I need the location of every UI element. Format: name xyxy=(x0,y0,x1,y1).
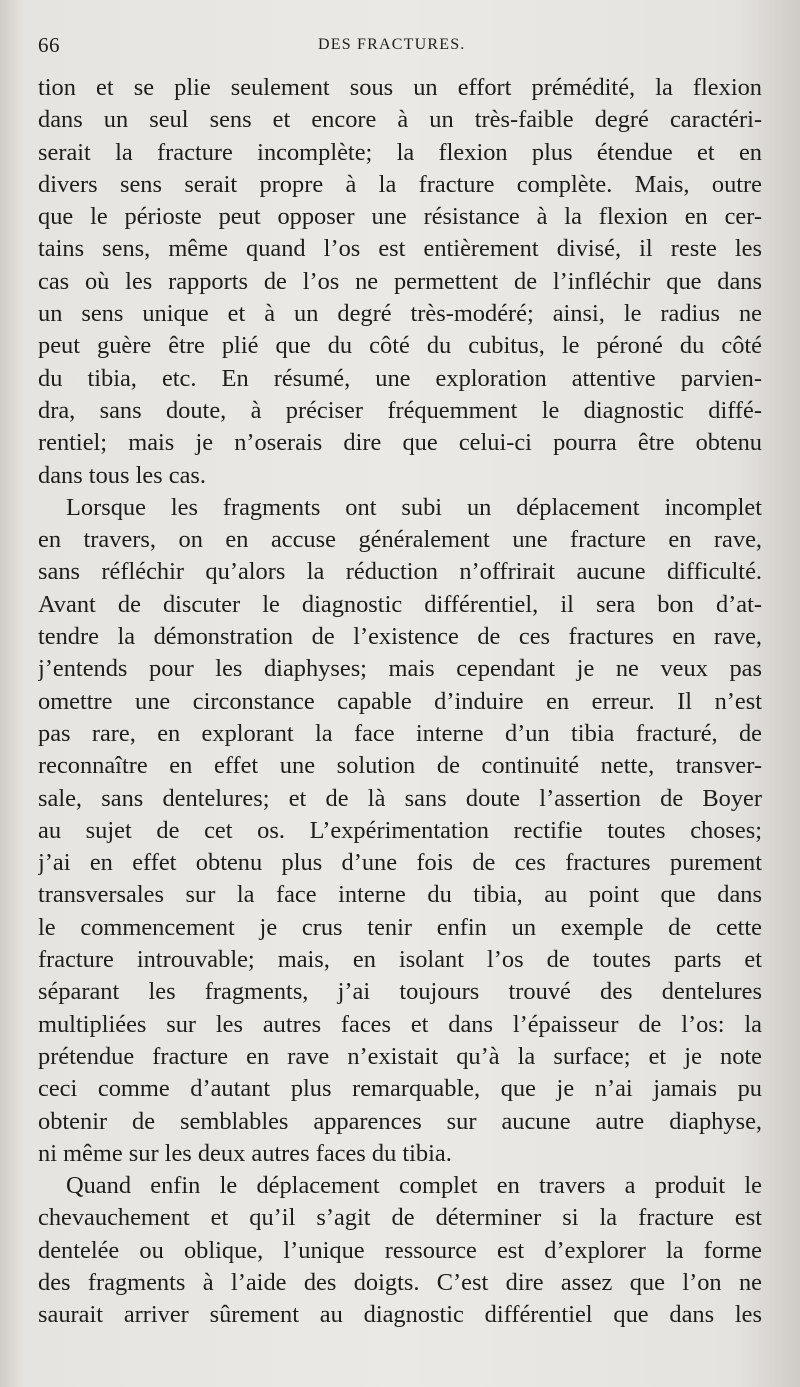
text-line: Avant de discuter le diagnostic différentiel, il sera bon d’at- xyxy=(38,590,762,618)
text-line: serait la fracture incomplète; la flexion plus étendue et en xyxy=(38,138,762,166)
text-line: au sujet de cet os. L’expérimentation rectifie toutes choses; xyxy=(38,816,762,844)
text-line: Quand enfin le déplacement complet en travers a produit le xyxy=(66,1172,762,1200)
text-line: le commencement je crus tenir enfin un exemple de cette xyxy=(38,913,762,941)
running-title: DES FRACTURES. xyxy=(318,36,466,53)
text-line: j’ai en effet obtenu plus d’une fois de ces fractures purement xyxy=(38,849,762,877)
text-line: saurait arriver sûrement au diagnostic différentiel que dans les xyxy=(38,1301,762,1329)
paragraph-3 xyxy=(38,1170,762,1331)
text-line: transversales sur la face interne du tibia, au point que dans xyxy=(38,881,762,909)
text-line: en travers, on en accuse généralement une fracture en rave, xyxy=(38,526,762,554)
body-text xyxy=(38,72,762,1332)
text-line: obtenir de semblables apparences sur aucune autre diaphyse, xyxy=(38,1107,762,1135)
text-line: fracture introuvable; mais, en isolant l’os de toutes parts et xyxy=(38,946,762,974)
paragraph-1 xyxy=(38,72,762,492)
text-line: sale, sans dentelures; et de là sans doute l’assertion de Boyer xyxy=(38,784,762,812)
text-line: séparant les fragments, j’ai toujours trouvé des dentelures xyxy=(38,978,762,1006)
paragraph-2 xyxy=(38,492,762,1170)
text-line: j’entends pour les diaphyses; mais cependant je ne veux pas xyxy=(38,655,762,683)
text-line: Lorsque les fragments ont subi un déplacement incomplet xyxy=(66,493,762,521)
text-line: divers sens serait propre à la fracture complète. Mais, outre xyxy=(38,170,762,198)
text-line: rentiel; mais je n’oserais dire que celui-ci pourra être obtenu xyxy=(38,429,762,457)
text-line: dans un seul sens et encore à un très-faible degré caractéri- xyxy=(38,106,762,134)
text-line: des fragments à l’aide des doigts. C’est dire assez que l’on ne xyxy=(38,1268,762,1296)
text-line: omettre une circonstance capable d’induire en erreur. Il n’est xyxy=(38,687,762,715)
text-line: tendre la démonstration de l’existence de ces fractures en rave, xyxy=(38,623,762,651)
text-line: tains sens, même quand l’os est entièrement divisé, il reste les xyxy=(38,235,762,263)
text-line: sans réfléchir qu’alors la réduction n’offrirait aucune difficulté. xyxy=(38,558,762,586)
text-line: chevauchement et qu’il s’agit de déterminer si la fracture est xyxy=(38,1204,762,1232)
text-line: reconnaître en effet une solution de continuité nette, transver- xyxy=(38,752,762,780)
page-number: 66 xyxy=(38,33,60,57)
text-line: ni même sur les deux autres faces du tibia. xyxy=(38,1139,452,1167)
text-line: multipliées sur les autres faces et dans l’épaisseur de l’os: la xyxy=(38,1010,762,1038)
text-line: dentelée ou oblique, l’unique ressource est d’explorer la forme xyxy=(38,1236,762,1264)
text-line: que le périoste peut opposer une résistance à la flexion en cer- xyxy=(38,203,762,231)
text-line: du tibia, etc. En résumé, une exploration attentive parvien- xyxy=(38,364,762,392)
text-line: ceci comme d’autant plus remarquable, que je n’ai jamais pu xyxy=(38,1075,762,1103)
text-line: peut guère être plié que du côté du cubitus, le péroné du côté xyxy=(38,332,762,360)
text-line: cas où les rapports de l’os ne permettent de l’infléchir que dans xyxy=(38,267,762,295)
running-head xyxy=(38,30,764,60)
text-line: un sens unique et à un degré très-modéré; ainsi, le radius ne xyxy=(38,300,762,328)
text-line: dans tous les cas. xyxy=(38,461,206,489)
text-line: pas rare, en explorant la face interne d’un tibia fracturé, de xyxy=(38,719,762,747)
text-line: prétendue fracture en rave n’existait qu’à la surface; et je note xyxy=(38,1042,762,1070)
text-line: dra, sans doute, à préciser fréquemment le diagnostic diffé- xyxy=(38,396,762,424)
text-line: tion et se plie seulement sous un effort prémédité, la flexion xyxy=(38,74,762,101)
